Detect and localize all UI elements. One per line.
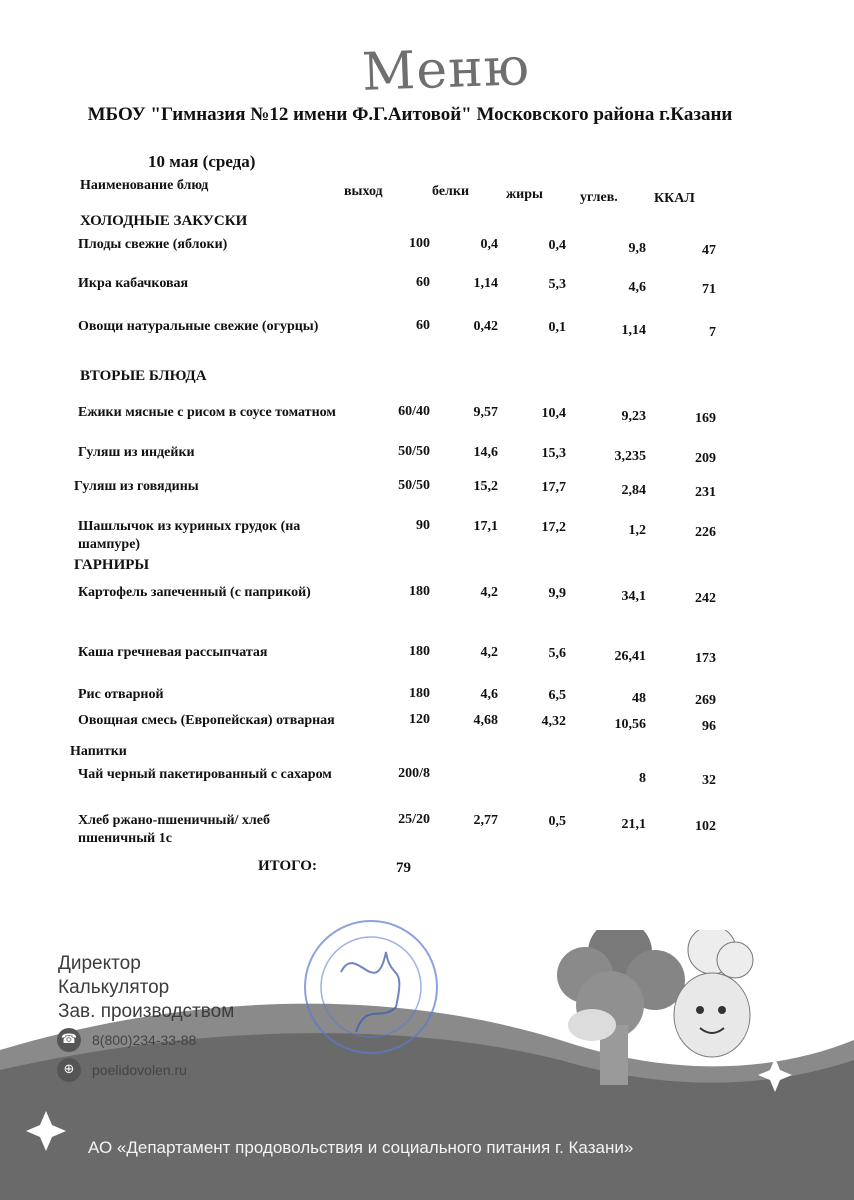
cauliflower-chef-mascot-icon: [674, 930, 753, 1057]
dish-yield: 100: [409, 236, 430, 251]
role-director: Директор: [58, 953, 141, 974]
dish-name: Рис отварной: [78, 687, 164, 702]
total-label: ИТОГО:: [258, 858, 317, 874]
dish-yield: 180: [409, 584, 430, 599]
dish-fat: 0,4: [548, 238, 566, 253]
dish-kcal: 169: [695, 411, 716, 426]
dish-name: Плоды свежие (яблоки): [78, 237, 228, 252]
dish-carbs: 8: [639, 771, 646, 786]
dish-yield: 50/50: [398, 478, 430, 493]
total-value: 79: [396, 860, 411, 876]
website-link[interactable]: poelidovolen.ru: [92, 1062, 187, 1078]
dish-yield: 60: [416, 318, 430, 333]
dish-name: Икра кабачковая: [78, 276, 189, 291]
dish-fat: 9,9: [548, 586, 566, 601]
handwritten-title: Меню: [361, 37, 531, 103]
dish-name: Овощи натуральные свежие (огурцы): [78, 319, 319, 334]
school-title: МБОУ "Гимназия №12 имени Ф.Г.Аитовой" Московского района г.Казани: [87, 104, 733, 125]
header-protein: белки: [432, 184, 470, 199]
header-fat: жиры: [506, 187, 543, 202]
dish-protein: 14,6: [473, 445, 498, 460]
dish-fat: 0,5: [548, 814, 566, 829]
section-second: ВТОРЫЕ БЛЮДА: [80, 368, 207, 384]
dish-kcal: 269: [695, 693, 716, 708]
dish-fat: 10,4: [541, 406, 566, 421]
dish-yield: 60: [416, 275, 430, 290]
dish-kcal: 71: [702, 282, 716, 297]
dish-protein: 4,2: [480, 585, 498, 600]
dish-yield: 120: [409, 712, 430, 727]
dish-kcal: 231: [695, 485, 716, 500]
dish-fat: 0,1: [548, 320, 566, 335]
dish-carbs: 4,6: [628, 280, 646, 295]
header-name: Наименование блюд: [80, 178, 209, 193]
dish-carbs: 9,23: [621, 409, 646, 424]
dish-protein: 0,42: [473, 319, 498, 334]
dish-name: Гуляш из говядины: [74, 479, 199, 494]
header-kcal: ККАЛ: [654, 191, 695, 206]
dish-name: Ежики мясные с рисом в соусе томатном: [78, 405, 336, 420]
dish-carbs: 34,1: [621, 589, 646, 604]
section-cold: ХОЛОДНЫЕ ЗАКУСКИ: [80, 213, 248, 229]
dish-protein: 15,2: [473, 479, 498, 494]
dish-carbs: 21,1: [621, 817, 646, 832]
dish-yield: 200/8: [398, 766, 430, 781]
phone-number: 8(800)234-33-88: [92, 1032, 197, 1048]
dish-name: Картофель запеченный (с паприкой): [78, 585, 311, 600]
dish-kcal: 7: [709, 325, 716, 340]
dish-fat: 5,6: [548, 646, 566, 661]
dish-kcal: 32: [702, 773, 716, 788]
dish-kcal: 209: [695, 451, 716, 466]
dish-yield: 25/20: [398, 812, 430, 827]
dish-carbs: 9,8: [628, 241, 646, 256]
dish-kcal: 102: [695, 819, 716, 834]
dish-carbs: 48: [632, 691, 646, 706]
header-carbs: углев.: [580, 190, 618, 205]
dish-protein: 4,2: [480, 645, 498, 660]
dish-protein: 1,14: [473, 276, 498, 291]
dish-name: Гуляш из индейки: [78, 445, 195, 460]
dish-protein: 4,6: [480, 687, 498, 702]
dish-fat: 15,3: [541, 446, 566, 461]
dish-name: Хлеб ржано-пшеничный/ хлеб пшеничный 1с: [78, 813, 270, 846]
dish-yield: 60/40: [398, 404, 430, 419]
dish-protein: 4,68: [473, 713, 498, 728]
dish-protein: 0,4: [480, 237, 498, 252]
phone-icon: ☎: [57, 1028, 81, 1052]
role-calculator: Калькулятор: [58, 977, 170, 998]
dish-fat: 17,2: [541, 520, 566, 535]
dish-kcal: 96: [702, 719, 716, 734]
dish-yield: 90: [416, 518, 430, 533]
section-garnish: ГАРНИРЫ: [74, 557, 150, 573]
dish-yield: 50/50: [398, 444, 430, 459]
dish-kcal: 242: [695, 591, 716, 606]
dish-kcal: 226: [695, 525, 716, 540]
dish-protein: 9,57: [473, 405, 498, 420]
dish-protein: 2,77: [473, 813, 498, 828]
dish-carbs: 1,14: [621, 323, 646, 338]
dish-name: Каша гречневая рассыпчатая: [78, 645, 268, 660]
company-name: АО «Департамент продовольствия и социального питания г. Казани»: [88, 1138, 634, 1157]
dish-carbs: 1,2: [628, 523, 646, 538]
section-drinks: Напитки: [70, 744, 127, 759]
dish-name: Чай черный пакетированный с сахаром: [78, 767, 332, 782]
dish-kcal: 173: [695, 651, 716, 666]
dish-yield: 180: [409, 686, 430, 701]
dish-carbs: 3,235: [614, 449, 646, 464]
dish-fat: 5,3: [548, 277, 566, 292]
dish-fat: 17,7: [541, 480, 566, 495]
round-stamp-icon: [296, 912, 446, 1062]
menu-date: 10 мая (среда): [148, 152, 256, 171]
dish-name: Овощная смесь (Европейская) отварная: [78, 713, 335, 728]
dish-carbs: 26,41: [614, 649, 646, 664]
dish-carbs: 2,84: [621, 483, 646, 498]
dish-name: Шашлычок из куриных грудок (на шампуре): [78, 519, 301, 552]
dish-fat: 6,5: [548, 688, 566, 703]
role-production-head: Зав. производством: [58, 1001, 235, 1022]
header-yield: выход: [344, 184, 383, 199]
signature-icon: [341, 952, 399, 1032]
dish-kcal: 47: [702, 243, 716, 258]
globe-icon: ⊕: [57, 1058, 81, 1082]
dish-carbs: 10,56: [614, 717, 646, 732]
dish-protein: 17,1: [473, 519, 498, 534]
dish-yield: 180: [409, 644, 430, 659]
dish-fat: 4,32: [541, 714, 566, 729]
